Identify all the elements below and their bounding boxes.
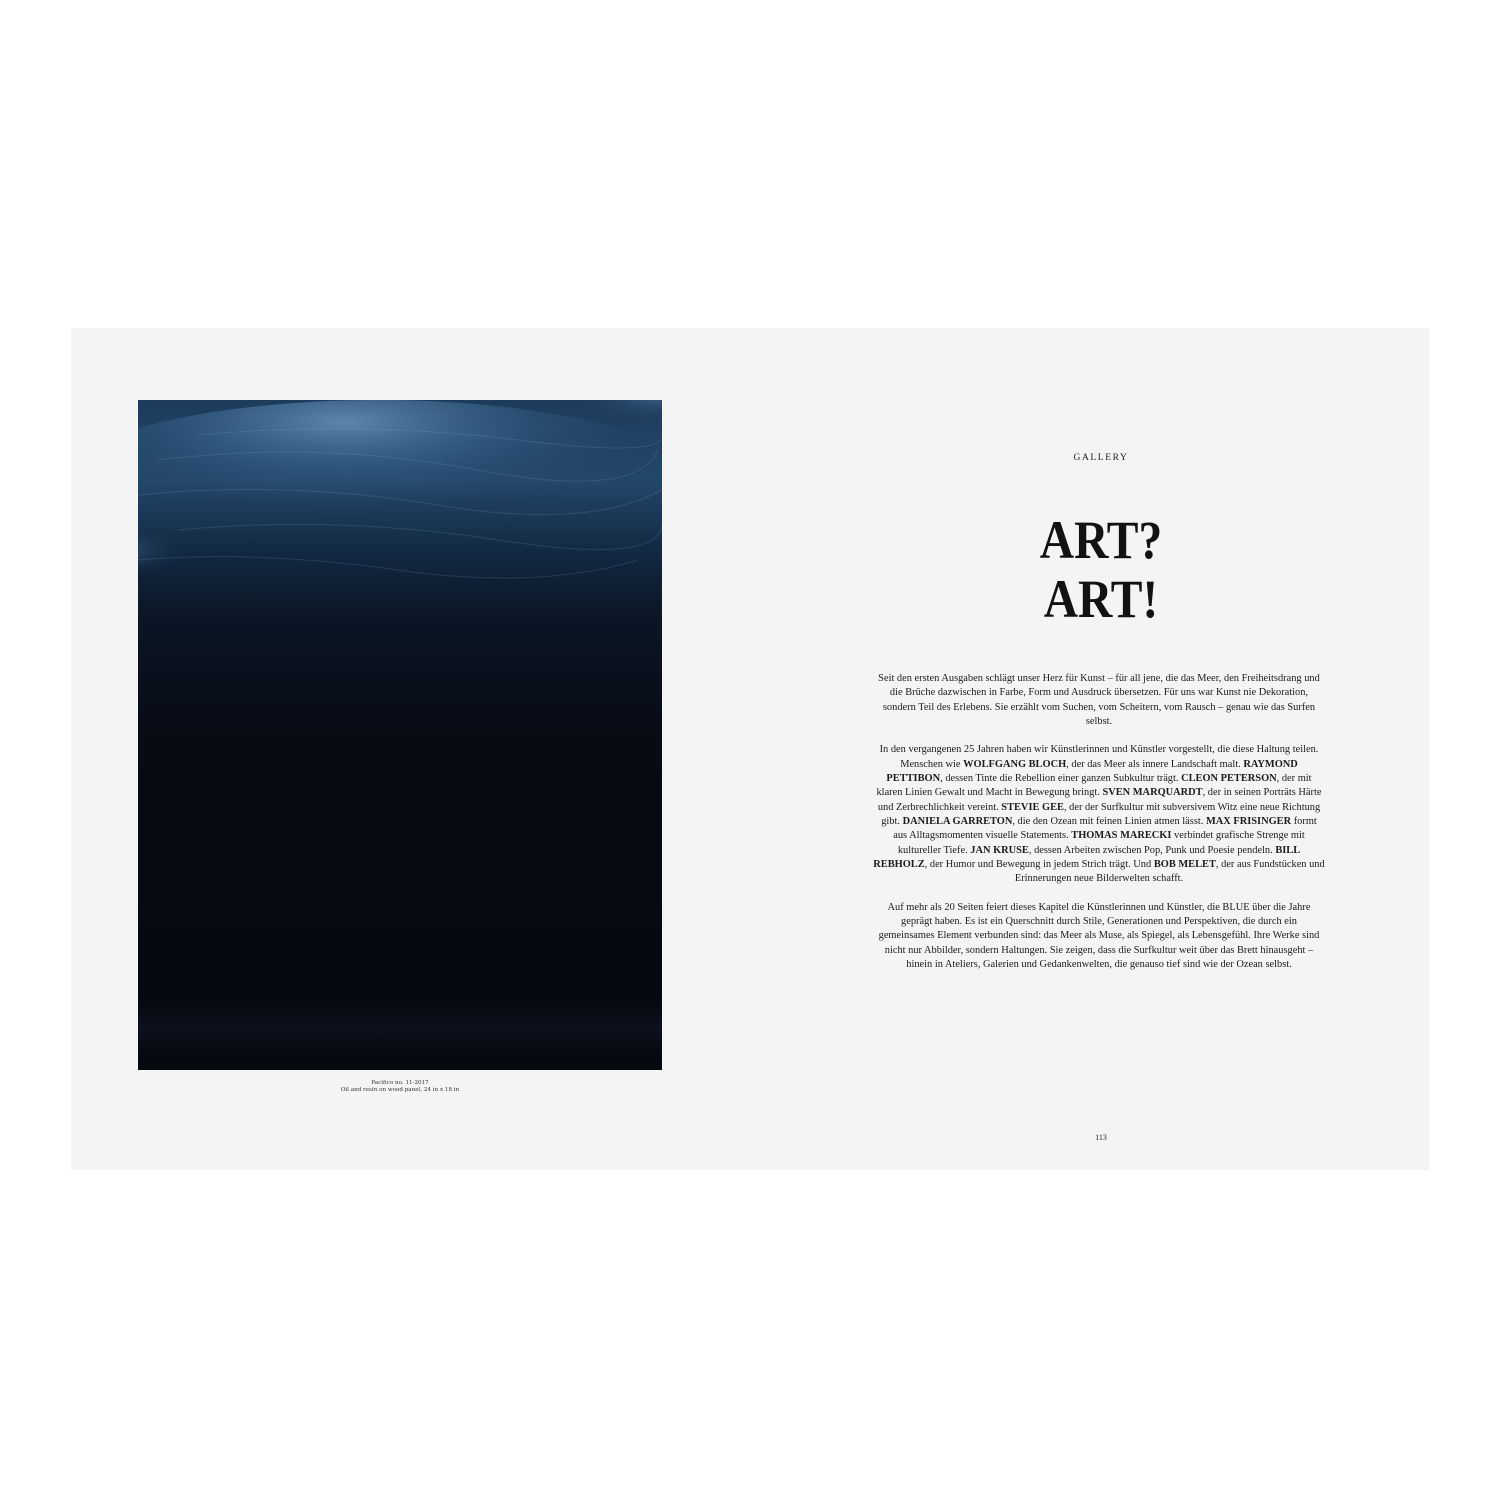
caption-medium: Oil and resin on wood panel, 24 in x 18 in bbox=[340, 1087, 460, 1094]
artist-description: , dessen Arbeiten zwischen Pop, Punk und Poesie pendeln. bbox=[1028, 844, 1276, 856]
paragraph-artists bbox=[873, 743, 1325, 886]
caption-title: Pacifico no. 11-2017 bbox=[371, 1080, 429, 1086]
artist-name: SVEN MARQUARDT bbox=[1102, 787, 1203, 799]
painting-caption bbox=[138, 1080, 662, 1095]
artist-name: CLEON PETERSON bbox=[1181, 773, 1277, 785]
headline bbox=[872, 511, 1330, 629]
headline-line-2: ART! bbox=[1043, 569, 1159, 629]
artist-name: RAYMOND PETTIBON bbox=[886, 758, 1298, 785]
paragraph-intro: Seit den ersten Ausgaben schlägt unser Herz für Kunst – für all jene, die das Meer, den Freiheitsdrang und die Brüche dazwischen in Farbe, Form und Ausdruck übersetzen. Für uns war Kunst nie Dekoration, sondern Teil des Erlebens. Sie erzählt vom Suchen, vom Scheitern, vom Rausch – genau wie das Surfen selbst. bbox=[878, 673, 1320, 727]
artist-description: , der der Surfkultur mit subversivem Witz eine neue Richtung gibt. bbox=[881, 801, 1321, 827]
artist-name: JAN KRUSE bbox=[970, 844, 1029, 856]
ocean-painting-image bbox=[138, 400, 662, 1070]
magazine-spread bbox=[71, 328, 1429, 1170]
page-number: 113 bbox=[1095, 1133, 1107, 1142]
artist-description: , die den Ozean mit feinen Linien atmen lässt. bbox=[1012, 815, 1206, 827]
artist-name: BOB MELET bbox=[1153, 858, 1216, 870]
section-label: GALLERY bbox=[1073, 453, 1129, 463]
artist-description: verbindet grafische Strenge mit kultureller Tiefe. bbox=[897, 830, 1305, 856]
artist-description: , der aus Fundstücken und Erinnerungen neue Bilderwelten schafft. bbox=[1014, 858, 1325, 885]
artist-name: THOMAS MARECKI bbox=[1071, 830, 1172, 842]
headline-line-1: ART? bbox=[1039, 510, 1163, 570]
artist-description: formt aus Alltagsmomenten visuelle Statements. bbox=[893, 815, 1317, 842]
artist-name: BILL REBHOLZ bbox=[873, 844, 1301, 870]
artists-intro-text: In den vergangenen 25 Jahren haben wir Künstlerinnen und Künstler vorgestellt, die diese Haltung teilen. Menschen wie bbox=[879, 744, 1319, 770]
artist-name: MAX FRISINGER bbox=[1205, 815, 1292, 827]
artist-description: , der in seinen Porträts Härte und Zerbrechlichkeit vereint. bbox=[877, 787, 1322, 813]
artist-description: , der das Meer als innere Landschaft malt. bbox=[1066, 758, 1244, 770]
artist-name: STEVIE GEE bbox=[1001, 801, 1064, 813]
artist-name: DANIELA GARRETON bbox=[902, 815, 1013, 827]
paragraph-closing: Auf mehr als 20 Seiten feiert dieses Kapitel die Künstlerinnen und Künstler, die BLUE über die Jahre geprägt haben. Es ist ein Querschnitt durch Stile, Generationen und Perspektiven, die durch ein gemeinsames Element verbunden sind: das Meer als Muse, als Spiegel, als Lebensgefühl. Ihre Werke sind nicht nur Abbilder, sondern Haltungen. Sie zeigen, dass die Surfkultur weit über das Brett hinausgeht – hinein in Ateliers, Galerien und Gedankenwelten, die genauso tief sind wie der Ozean selbst. bbox=[878, 901, 1320, 970]
artist-name: WOLFGANG BLOCH bbox=[963, 758, 1067, 770]
article-body bbox=[873, 672, 1325, 972]
artist-description: , der mit klaren Linien Gewalt und Macht in Bewegung bringt. bbox=[876, 773, 1312, 799]
artist-description: , dessen Tinte die Rebellion einer ganzen Subkultur trägt. bbox=[940, 773, 1182, 785]
artist-description: , der Humor und Bewegung in jedem Strich trägt. Und bbox=[924, 858, 1154, 870]
